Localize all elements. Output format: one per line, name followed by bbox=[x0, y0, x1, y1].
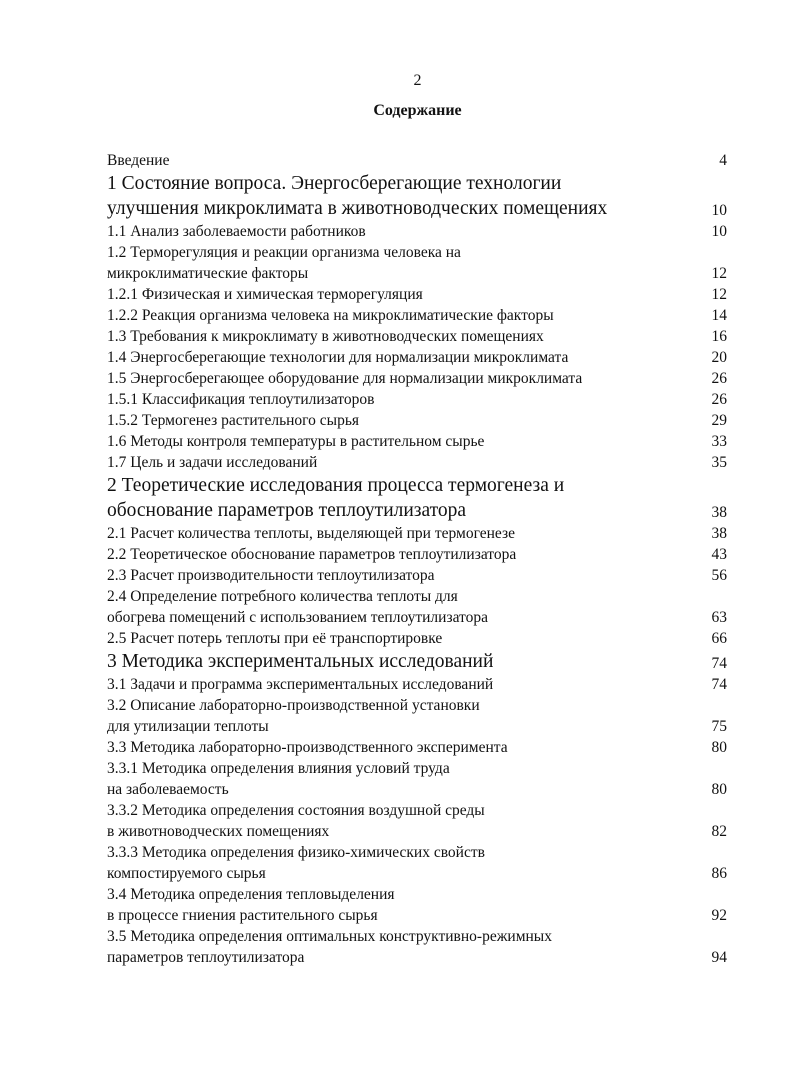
toc-entry-title: 3.2 Описание лабораторно-производственной установки для утилизации теплоты bbox=[107, 697, 480, 735]
toc-entry-title: 1.7 Цель и задачи исследований bbox=[107, 454, 318, 471]
toc-entry bbox=[107, 410, 727, 431]
toc-entry-page: 33 bbox=[711, 433, 727, 450]
toc-entry bbox=[107, 842, 727, 884]
toc-entry-title: 3.3.3 Методика определения физико-химических свойств компостируемого сырья bbox=[107, 844, 485, 882]
toc-entry-page: 74 bbox=[711, 655, 727, 672]
toc-entry bbox=[107, 284, 727, 305]
toc-entry-page: 63 bbox=[711, 609, 727, 626]
toc-entry-title: 1.4 Энергосберегающие технологии для нормализации микроклимата bbox=[107, 349, 569, 366]
toc-entry-title: 2.1 Расчет количества теплоты, выделяющей при термогенезе bbox=[107, 525, 515, 542]
toc-entry-title: 3.1 Задачи и программа экспериментальных исследований bbox=[107, 676, 494, 693]
toc-entry-title: 1.2.1 Физическая и химическая терморегуляция bbox=[107, 286, 423, 303]
toc-chapter-entry bbox=[107, 473, 727, 523]
toc-entry-page: 92 bbox=[711, 907, 727, 924]
toc-chapter-entry bbox=[107, 171, 727, 221]
toc-entry-page: 43 bbox=[711, 546, 727, 563]
toc-entry-title: 1.5.2 Термогенез растительного сырья bbox=[107, 412, 360, 429]
toc-entry-title: 2.4 Определение потребного количества теплоты для обогрева помещений с использованием теплоутилизатора bbox=[107, 588, 488, 626]
toc-entry-page: 94 bbox=[711, 949, 727, 966]
toc-entry bbox=[107, 565, 727, 586]
toc-entry bbox=[107, 347, 727, 368]
toc-entry-page: 26 bbox=[711, 370, 727, 387]
toc-entry-page: 80 bbox=[711, 739, 727, 756]
toc-entry bbox=[107, 242, 727, 284]
page-title: Содержание bbox=[373, 102, 462, 119]
toc-entry-page: 14 bbox=[711, 307, 727, 324]
toc-entry-page: 82 bbox=[711, 823, 727, 840]
toc-entry-page: 80 bbox=[711, 781, 727, 798]
toc-entry bbox=[107, 305, 727, 326]
toc-entry-title: 1.1 Анализ заболеваемости работников bbox=[107, 223, 366, 240]
toc-entry bbox=[107, 586, 727, 628]
toc-entry-title: 3.3.1 Методика определения влияния условий труда на заболеваемость bbox=[107, 760, 450, 798]
toc-entry bbox=[107, 389, 727, 410]
toc-entry-title: 1.3 Требования к микроклимату в животноводческих помещениях bbox=[107, 328, 544, 345]
toc-entry-page: 12 bbox=[711, 265, 727, 282]
toc-entry bbox=[107, 150, 727, 171]
toc-entry bbox=[107, 544, 727, 565]
toc-entry-page: 86 bbox=[711, 865, 727, 882]
toc-entry-title: 1.5 Энергосберегающее оборудование для нормализации микроклимата bbox=[107, 370, 583, 387]
toc-entry-title: 3.5 Методика определения оптимальных конструктивно-режимных параметров теплоутилизатора bbox=[107, 928, 552, 966]
toc-entry-page: 38 bbox=[711, 525, 727, 542]
toc-entry-title: 3 Методика экспериментальных исследований bbox=[107, 651, 494, 672]
page-number: 2 bbox=[413, 72, 422, 89]
toc-entry bbox=[107, 737, 727, 758]
toc-entry-page: 66 bbox=[711, 630, 727, 647]
toc-entry bbox=[107, 926, 727, 968]
toc-entry-title: 1.2 Терморегуляция и реакции организма человека на микроклиматические факторы bbox=[107, 244, 461, 282]
toc-entry-title: 3.3.2 Методика определения состояния воздушной среды в животноводческих помещениях bbox=[107, 802, 485, 840]
toc-entry-title: 3.3 Методика лабораторно-производственного эксперимента bbox=[107, 739, 508, 756]
table-of-contents bbox=[107, 150, 727, 968]
toc-entry-page: 4 bbox=[719, 152, 727, 169]
toc-entry-page: 12 bbox=[711, 286, 727, 303]
toc-entry-page: 16 bbox=[711, 328, 727, 345]
toc-entry-title: Введение bbox=[107, 152, 170, 169]
toc-entry bbox=[107, 695, 727, 737]
toc-entry-title: 1 Состояние вопроса. Энергосберегающие технологии улучшения микроклимата в животноводческих помещениях bbox=[107, 173, 608, 219]
toc-entry-page: 74 bbox=[711, 676, 727, 693]
toc-entry bbox=[107, 884, 727, 926]
toc-entry bbox=[107, 431, 727, 452]
toc-entry-title: 2 Теоретические исследования процесса термогенеза и обоснование параметров теплоутилизатора bbox=[107, 475, 565, 521]
toc-entry-page: 75 bbox=[711, 718, 727, 735]
toc-entry-title: 2.5 Расчет потерь теплоты при её транспортировке bbox=[107, 630, 443, 647]
toc-entry bbox=[107, 523, 727, 544]
toc-entry-title: 1.6 Методы контроля температуры в растительном сырье bbox=[107, 433, 485, 450]
toc-entry-page: 35 bbox=[711, 454, 727, 471]
toc-entry-page: 10 bbox=[711, 202, 727, 219]
toc-entry-page: 29 bbox=[711, 412, 727, 429]
toc-chapter-entry bbox=[107, 649, 727, 674]
toc-entry-title: 1.2.2 Реакция организма человека на микроклиматические факторы bbox=[107, 307, 554, 324]
toc-entry bbox=[107, 326, 727, 347]
toc-entry-page: 56 bbox=[711, 567, 727, 584]
toc-entry-title: 3.4 Методика определения тепловыделения в процессе гниения растительного сырья bbox=[107, 886, 395, 924]
toc-entry-page: 38 bbox=[711, 504, 727, 521]
toc-entry bbox=[107, 674, 727, 695]
toc-entry-page: 20 bbox=[711, 349, 727, 366]
toc-entry-title: 1.5.1 Классификация теплоутилизаторов bbox=[107, 391, 375, 408]
toc-entry-page: 26 bbox=[711, 391, 727, 408]
toc-entry-page: 10 bbox=[711, 223, 727, 240]
toc-entry-title: 2.2 Теоретическое обоснование параметров теплоутилизатора bbox=[107, 546, 517, 563]
toc-entry bbox=[107, 800, 727, 842]
toc-entry bbox=[107, 758, 727, 800]
toc-entry bbox=[107, 628, 727, 649]
toc-entry bbox=[107, 452, 727, 473]
toc-entry bbox=[107, 221, 727, 242]
toc-entry bbox=[107, 368, 727, 389]
toc-entry-title: 2.3 Расчет производительности теплоутилизатора bbox=[107, 567, 435, 584]
